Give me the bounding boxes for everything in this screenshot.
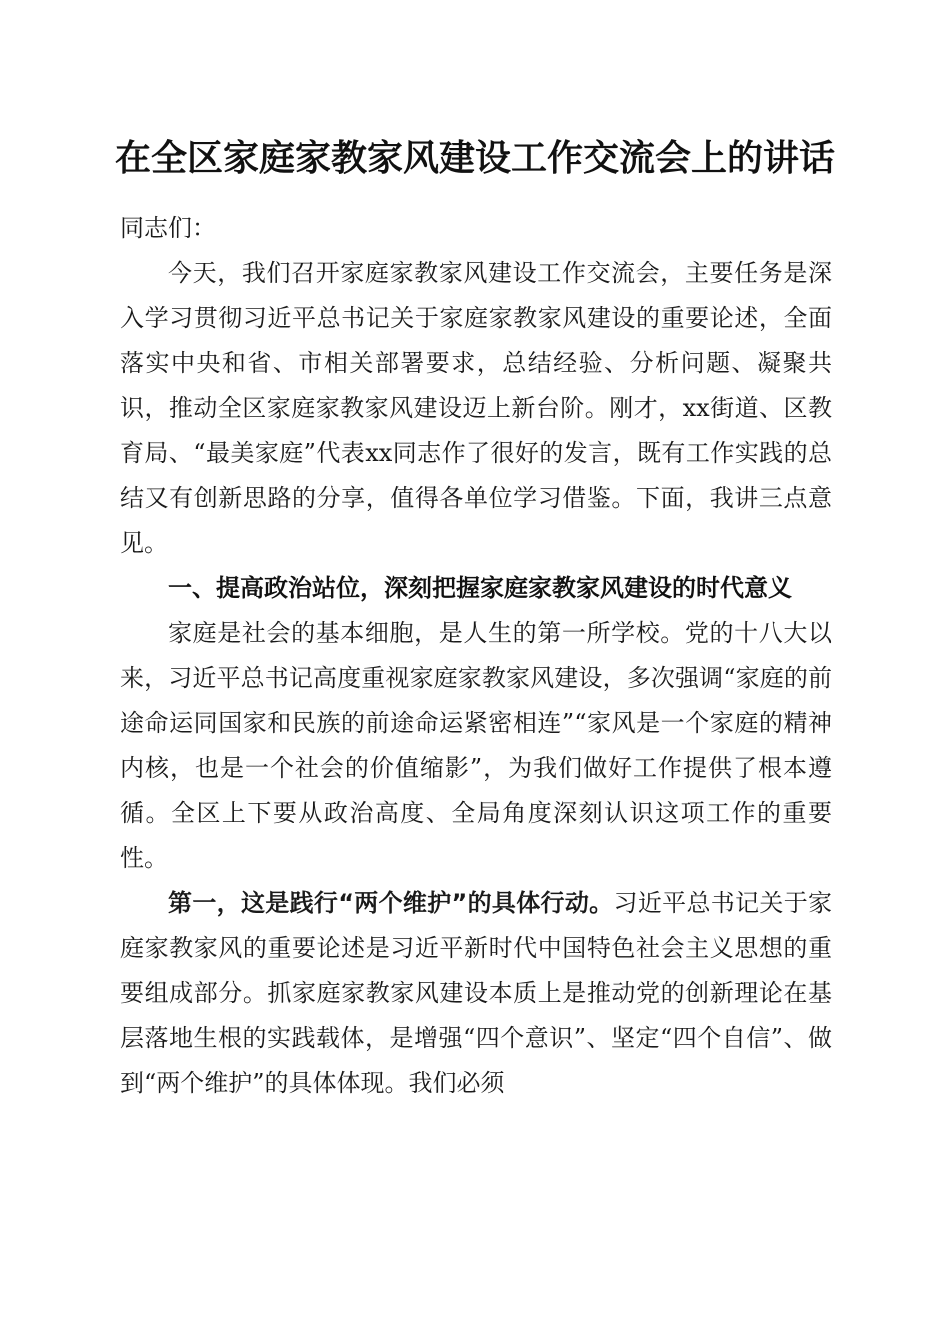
point-1-body: 习近平总书记关于家庭家教家风的重要论述是习近平新时代中国特色社会主义思想的重要组成部分。抓家庭家教家风建设本质上是推动党的创新理论在基层落地生根的实践载体，是增强“四个意识”、坚定“四个自信”、做到“两个维护”的具体体现。我们必须: [120, 889, 833, 1097]
point-1-lead: 第一，这是践行“两个维护”的具体行动。: [168, 889, 614, 917]
paragraph-intro: 今天，我们召开家庭家教家风建设工作交流会，主要任务是深入学习贯彻习近平总书记关于家庭家教家风建设的重要论述，全面落实中央和省、市相关部署要求，总结经验、分析问题、凝聚共识，推动全区家庭家教家风建设迈上新台阶。刚才，xx街道、区教育局、“最美家庭”代表xx同志作了很好的发言，既有工作实践的总结又有创新思路的分享，值得各单位学习借鉴。下面，我讲三点意见。: [120, 259, 832, 557]
section-heading-1: 一、提高政治站位，深刻把握家庭家教家风建设的时代意义: [168, 574, 792, 602]
paragraph-point-1: [120, 881, 832, 1106]
document-title: 在全区家庭家教家风建设工作交流会上的讲话: [114, 137, 835, 179]
document-body: [120, 206, 832, 1106]
salutation: 同志们：: [120, 214, 216, 242]
paragraph-family-significance: 家庭是社会的基本细胞，是人生的第一所学校。党的十八大以来，习近平总书记高度重视家庭家教家风建设，多次强调“家庭的前途命运同国家和民族的前途命运紧密相连”“家风是一个家庭的精神内核，也是一个社会的价值缩影”，为我们做好工作提供了根本遵循。全区上下要从政治高度、全局角度深刻认识这项工作的重要性。: [120, 619, 832, 872]
